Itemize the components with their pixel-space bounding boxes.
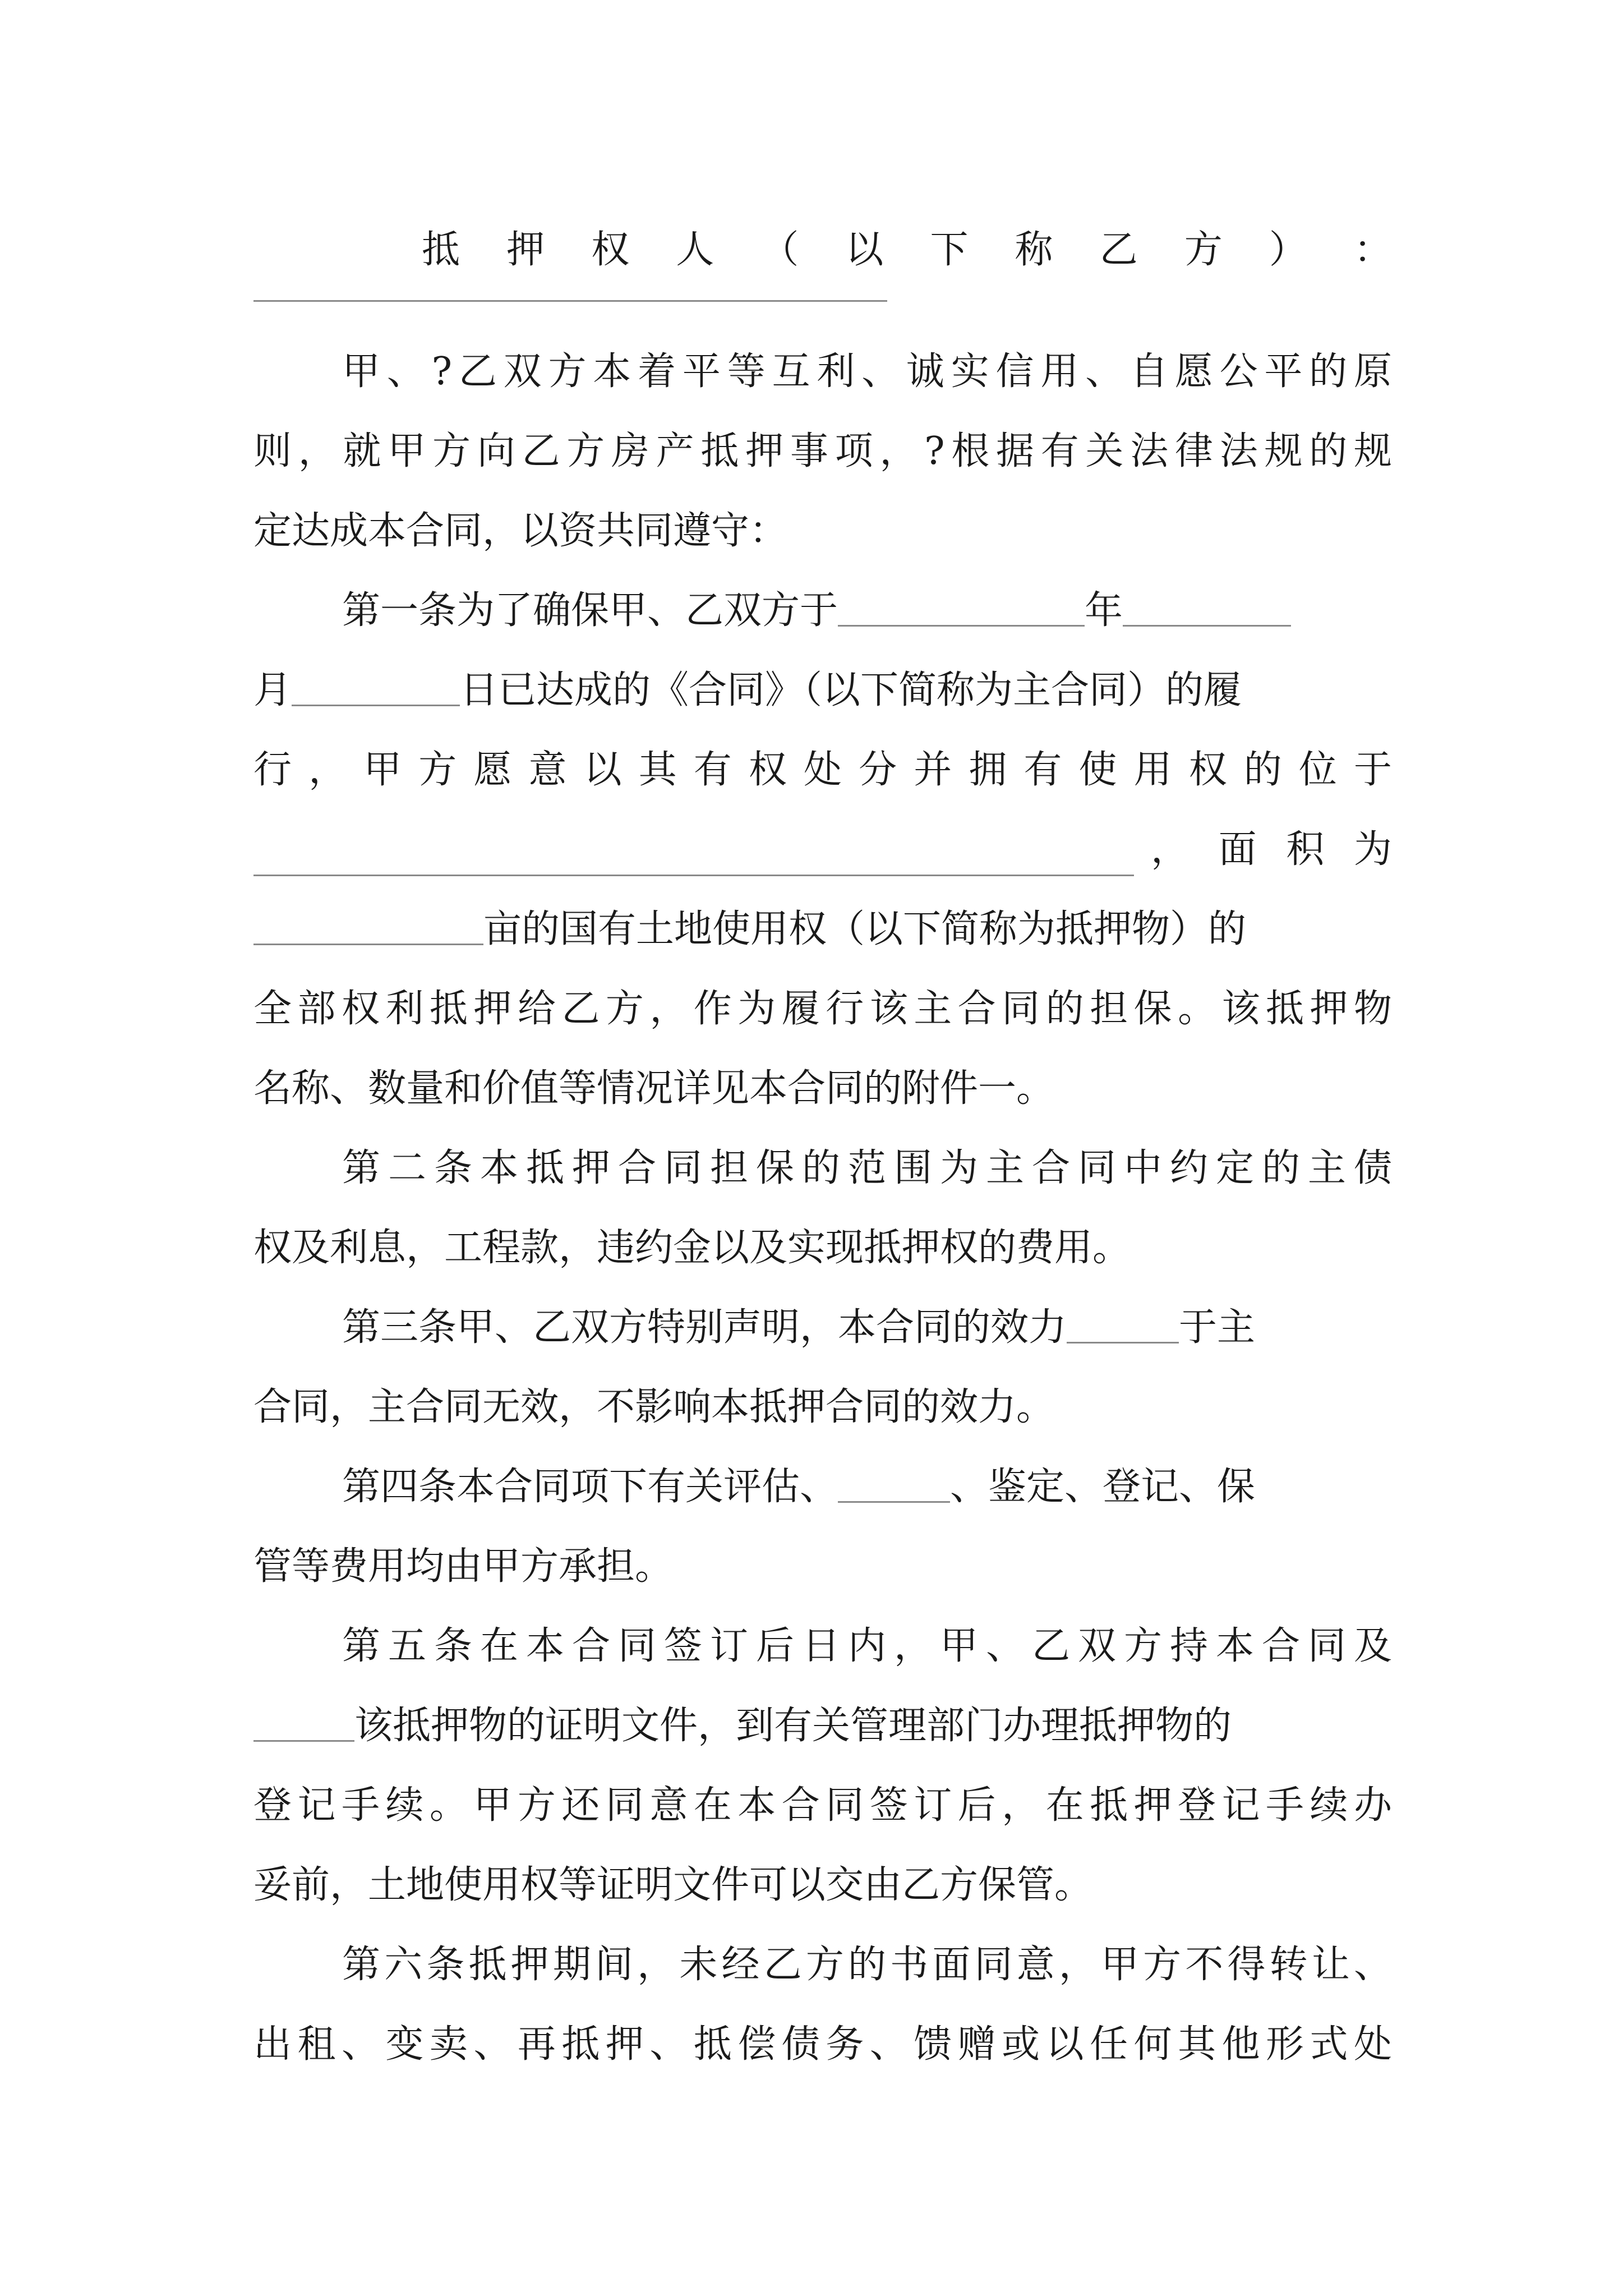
preamble-line: 甲、?乙双方本着平等互利、诚实信用、自愿公平的原	[342, 349, 1392, 394]
article1-line	[253, 571, 1392, 651]
document-body	[253, 210, 1392, 2085]
title-char: ）	[1269, 228, 1325, 272]
mortgagee-name-blank	[253, 300, 887, 302]
title-char: 抵	[422, 228, 477, 272]
title-char: （	[760, 228, 817, 272]
title-char: 押	[506, 228, 562, 272]
article1-line: 行，甲方愿意以其有权处分并拥有使用权的位于	[253, 748, 1392, 792]
article1-line: 全部权利抵押给乙方，作为履行该主合同的担保。该抵押物	[253, 987, 1392, 1031]
article5-line: 登记手续。甲方还同意在本合同签订后，在抵押登记手续办	[253, 1783, 1392, 1828]
article1-line	[253, 810, 1392, 890]
title-char: 下	[930, 228, 986, 272]
title-char: 权	[591, 228, 647, 272]
month-blank	[1123, 580, 1291, 627]
article4-text: 、鉴定、登记、保	[950, 1465, 1256, 1509]
article1-text: 第一条为了确保甲、乙双方于	[342, 588, 838, 633]
article6-line: 出租、变卖、再抵押、抵偿债务、馈赠或以任何其他形式处	[253, 2022, 1392, 2067]
location-blank	[253, 830, 1134, 876]
title-char: 人	[676, 228, 731, 272]
preamble-line: 定达成本合同，以资共同遵守：	[253, 509, 788, 553]
article1-text: 月	[253, 668, 292, 712]
article5-text: 该抵押物的证明文件，到有关管理部门办理抵押物的	[354, 1704, 1232, 1748]
article4-line: 管等费用均由甲方承担。	[253, 1544, 674, 1589]
area-blank	[253, 899, 483, 945]
article1-line: 名称、数量和价值等情况详见本合同的附件一。	[253, 1066, 1055, 1111]
article1-text: 年	[1085, 588, 1123, 633]
mortgagee-name-blank-row	[253, 290, 1392, 332]
article3-line: 合同，主合同无效，不影响本抵押合同的效力。	[253, 1385, 1055, 1429]
fee-blank	[838, 1456, 950, 1503]
area-char: 为	[1353, 827, 1392, 872]
article4-line	[253, 1447, 1392, 1527]
article6-line: 第六条抵押期间，未经乙方的书面同意，甲方不得转让、	[342, 1943, 1392, 1987]
article3-line	[253, 1288, 1392, 1368]
article4-text: 第四条本合同项下有关评估、	[342, 1465, 838, 1509]
article3-text: 于主	[1179, 1305, 1256, 1350]
document-blank	[253, 1695, 354, 1742]
title-char: 以	[845, 228, 901, 272]
article2-line: 第二条本抵押合同担保的范围为主合同中约定的主债	[342, 1146, 1392, 1190]
preamble-line: 则，就甲方向乙方房产抵押事项，?根据有关法律法规的规	[253, 429, 1392, 473]
title-char: 乙	[1099, 228, 1155, 272]
title-char: 称	[1015, 228, 1071, 272]
article5-line: 妥前，土地使用权等证明文件可以交由乙方保管。	[253, 1863, 1093, 1907]
effect-blank	[1067, 1297, 1179, 1343]
article1-text: 日已达成的《合同》（以下简称为主合同）的履	[460, 668, 1242, 712]
title-char: ：	[1353, 228, 1392, 272]
area-char: 面	[1218, 827, 1257, 872]
mortgagee-title-line	[253, 210, 1392, 290]
article5-line: 第五条在本合同签订后日内，甲、乙双方持本合同及	[342, 1624, 1392, 1668]
area-char: ，	[1151, 827, 1189, 872]
area-label	[1134, 810, 1392, 890]
day-blank	[292, 660, 460, 706]
article1-line	[253, 651, 1392, 730]
year-blank	[838, 580, 1085, 627]
title-char: 方	[1184, 228, 1240, 272]
article3-text: 第三条甲、乙双方特别声明，本合同的效力	[342, 1305, 1067, 1350]
article5-line	[253, 1686, 1392, 1766]
article1-text: 亩的国有土地使用权（以下简称为抵押物）的	[483, 907, 1247, 951]
article1-line	[253, 890, 1392, 969]
article2-line: 权及利息，工程款，违约金以及实现抵押权的费用。	[253, 1226, 1131, 1270]
area-char: 积	[1286, 827, 1325, 872]
